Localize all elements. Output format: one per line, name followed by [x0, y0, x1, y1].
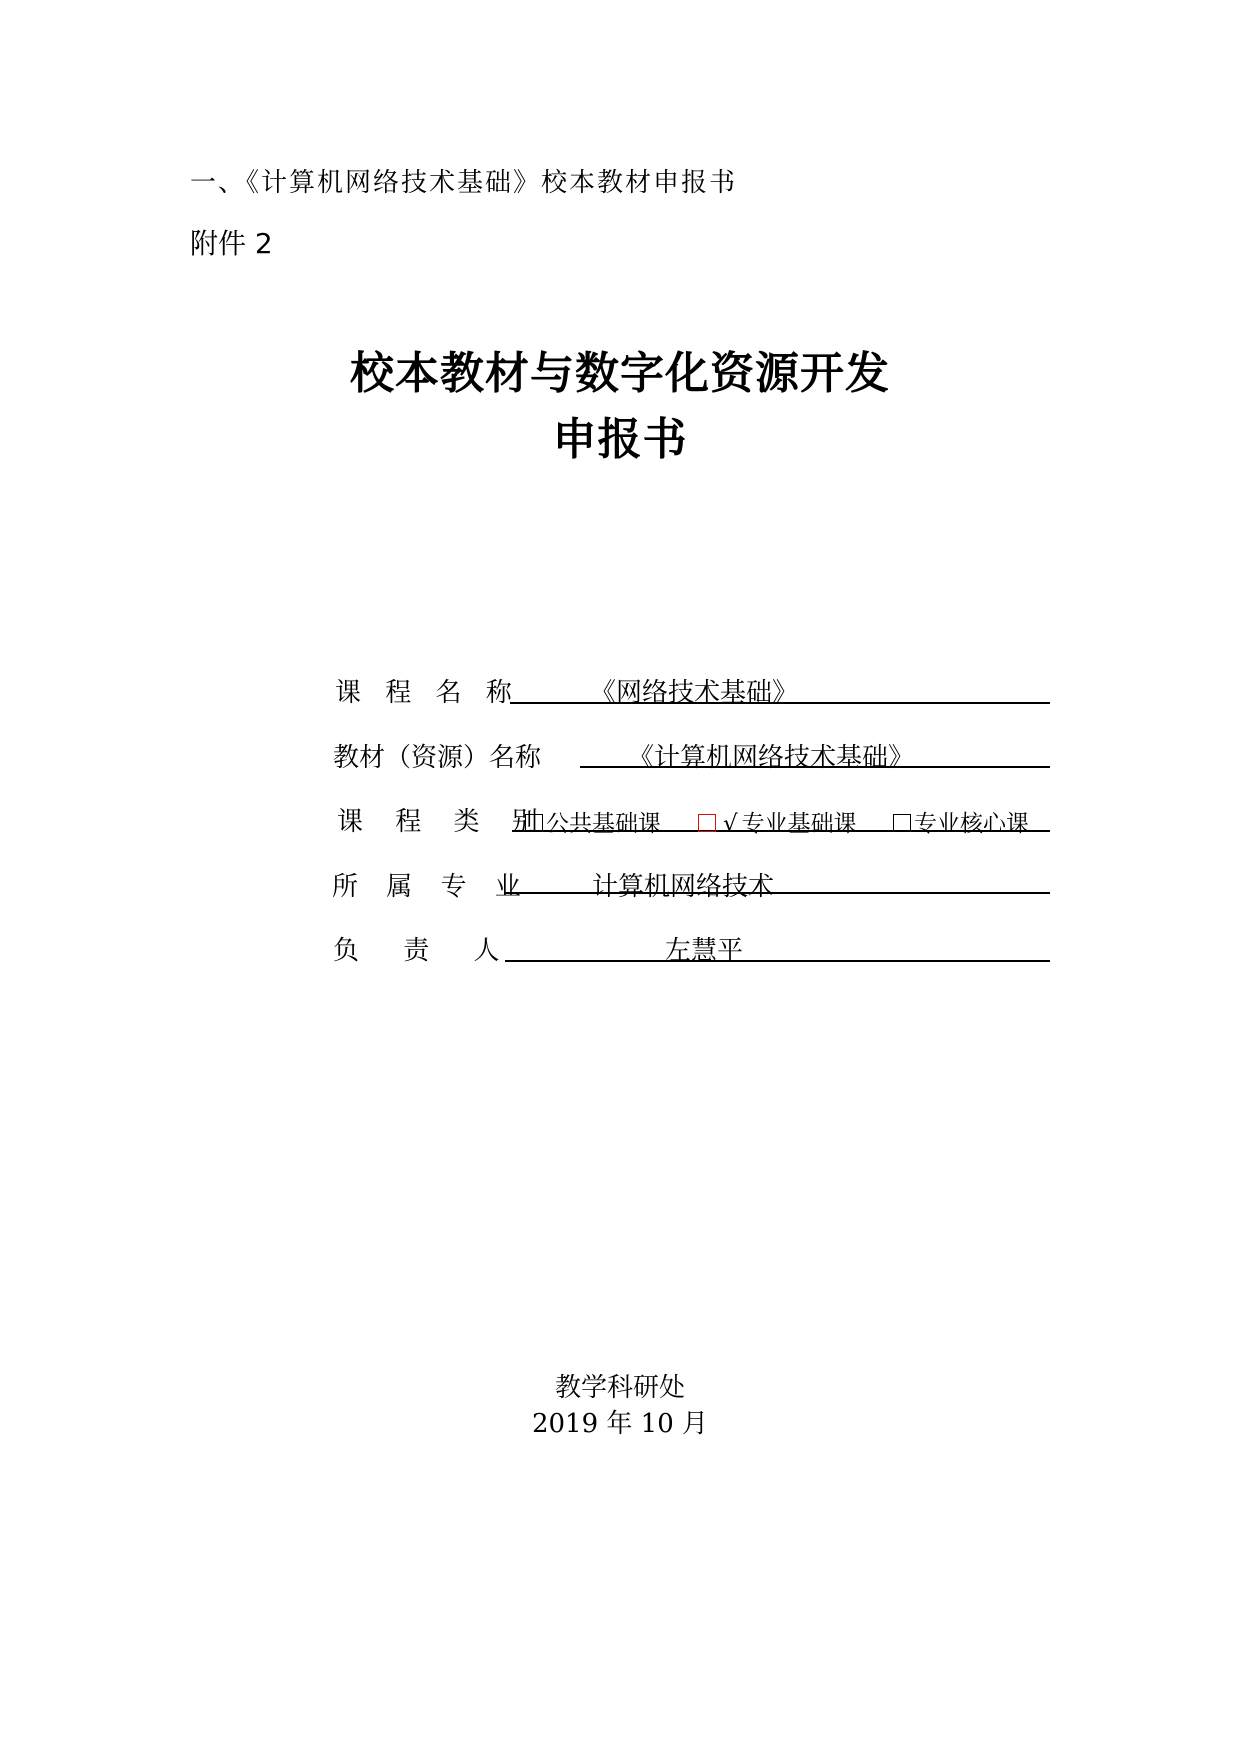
attachment-label: 附件 2 — [190, 227, 273, 260]
person-in-charge-value: 左慧平 — [665, 936, 744, 966]
major-label: 所 属 专 业 — [332, 872, 531, 902]
category-option-professional-core[interactable] — [893, 805, 1029, 838]
category-option-public-label: 公共基础课 — [546, 811, 661, 837]
person-in-charge-label: 负 责 人 — [333, 936, 518, 966]
major-value: 计算机网络技术 — [592, 872, 775, 902]
course-name-label: 课 程 名 称 — [335, 678, 520, 708]
checkbox-professional-basic[interactable] — [698, 814, 716, 832]
document-title: 校本教材与数字化资源开发 — [350, 348, 890, 399]
course-category-label: 课 程 类 别 — [337, 807, 550, 837]
major-underline — [505, 892, 1050, 894]
material-name-label: 教材（资源）名称 — [333, 743, 542, 773]
person-in-charge-underline — [505, 960, 1050, 962]
category-option-professional-basic-label: 专业基础课 — [741, 811, 857, 837]
category-option-professional-basic[interactable] — [698, 805, 857, 838]
checkbox-public[interactable] — [525, 814, 543, 832]
issuing-department: 教学科研处 — [554, 1373, 685, 1403]
checkbox-professional-core[interactable] — [893, 814, 911, 832]
issue-date: 2019 年 10 月 — [531, 1409, 709, 1439]
check-mark-icon: √ — [723, 811, 738, 837]
category-option-professional-core-label: 专业核心课 — [914, 811, 1029, 837]
course-name-value: 《网络技术基础》 — [590, 678, 799, 708]
material-name-value: 《计算机网络技术基础》 — [628, 743, 915, 773]
category-option-public[interactable] — [525, 805, 661, 838]
section-heading: 一、《计算机网络技术基础》校本教材申报书 — [190, 168, 738, 198]
document-subtitle: 申报书 — [552, 414, 688, 465]
